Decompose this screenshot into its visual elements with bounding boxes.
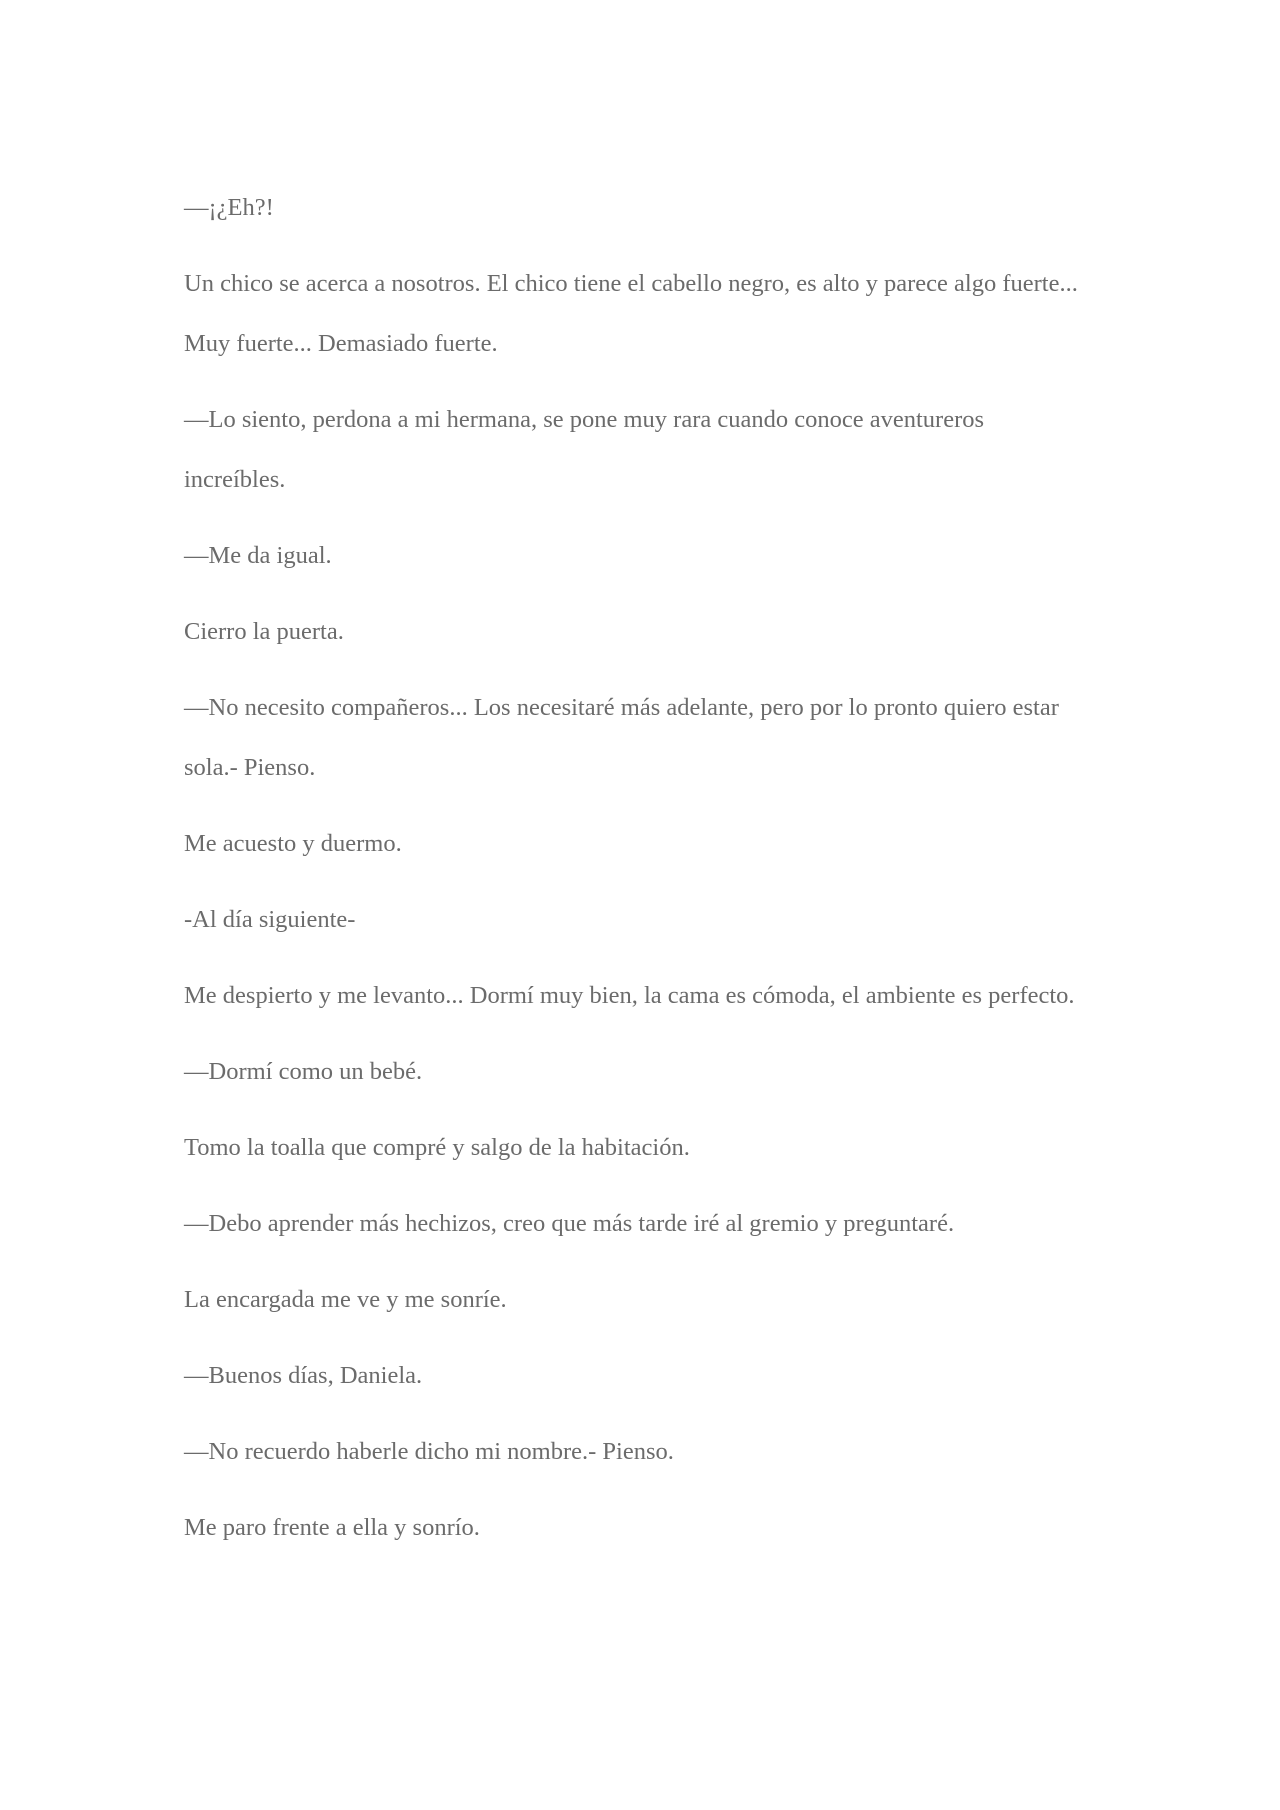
paragraph-1: —¡¿Eh?! <box>184 194 274 221</box>
paragraph-6: —No necesito compañeros... Los necesitaré más adelante, pero por lo pronto quiero estar sola.- Pienso. <box>184 694 1059 781</box>
paragraph-9: Me despierto y me levanto... Dormí muy bien, la cama es cómoda, el ambiente es perfecto. <box>184 982 1075 1009</box>
paragraph-13: La encargada me ve y me sonríe. <box>184 1286 507 1313</box>
paragraph-5: Cierro la puerta. <box>184 618 344 645</box>
paragraph-15: —No recuerdo haberle dicho mi nombre.- Pienso. <box>184 1438 674 1465</box>
paragraph-16: Me paro frente a ella y sonrío. <box>184 1514 480 1541</box>
paragraph-12: —Debo aprender más hechizos, creo que más tarde iré al gremio y preguntaré. <box>184 1210 955 1237</box>
paragraph-7: Me acuesto y duermo. <box>184 830 402 857</box>
paragraph-3: —Lo siento, perdona a mi hermana, se pone muy rara cuando conoce aventureros increíbles. <box>184 406 985 493</box>
paragraph-10: —Dormí como un bebé. <box>184 1058 423 1085</box>
paragraph-2: Un chico se acerca a nosotros. El chico tiene el cabello negro, es alto y parece algo fuerte... Muy fuerte... Demasiado fuerte. <box>184 270 1078 357</box>
paragraph-14: —Buenos días, Daniela. <box>184 1362 423 1389</box>
paragraph-11: Tomo la toalla que compré y salgo de la habitación. <box>184 1134 690 1161</box>
paragraph-8: -Al día siguiente- <box>184 906 356 933</box>
document-body <box>184 178 1084 1574</box>
paragraph-4: —Me da igual. <box>184 542 332 569</box>
